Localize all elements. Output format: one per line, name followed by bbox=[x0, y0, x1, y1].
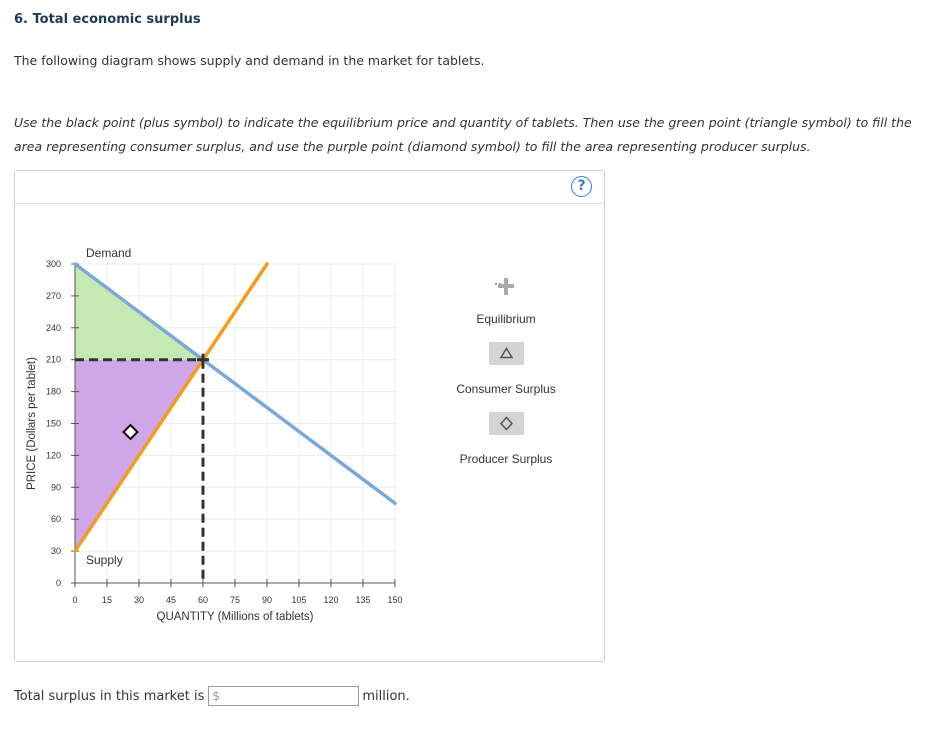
consumer-surplus-tool-label: Consumer Surplus bbox=[456, 382, 556, 396]
producer-surplus-tool-label: Producer Surplus bbox=[459, 452, 553, 466]
x-tick-label: 0 bbox=[72, 595, 78, 605]
currency-symbol: $ bbox=[212, 689, 220, 703]
x-tick-label: 15 bbox=[101, 595, 113, 605]
question-instructions: Use the black point (plus symbol) to indicate the equilibrium price and quantity of tablets. Then use the green point (triangle symbol) to fill the area representing consumer surplus, and use the purple point (diamond symbol) to fill the area representing producer surplus. bbox=[14, 115, 912, 154]
y-tick-label: 120 bbox=[45, 450, 61, 461]
consumer-surplus-tool-button[interactable] bbox=[489, 342, 524, 365]
x-tick-label: 135 bbox=[355, 595, 371, 605]
supply-label: Supply bbox=[86, 553, 123, 568]
x-tick-label: 75 bbox=[229, 595, 241, 605]
x-tick-label: 60 bbox=[197, 595, 209, 605]
total-surplus-field[interactable] bbox=[208, 686, 359, 706]
y-tick-label: 210 bbox=[45, 354, 61, 365]
x-tick-label: 150 bbox=[387, 595, 403, 605]
answer-row bbox=[14, 686, 410, 706]
question-title: 6. Total economic surplus bbox=[14, 12, 201, 27]
diamond-icon bbox=[489, 412, 524, 435]
demand-label: Demand bbox=[86, 246, 132, 260]
answer-prefix: Total surplus in this market is bbox=[14, 688, 205, 704]
answer-suffix: million. bbox=[362, 688, 410, 704]
question-intro: The following diagram shows supply and demand in the market for tablets. bbox=[14, 53, 485, 68]
y-tick-label: 0 bbox=[55, 578, 61, 588]
help-icon[interactable]: ? bbox=[571, 176, 592, 197]
x-axis-title: QUANTITY (Millions of tablets) bbox=[156, 611, 314, 623]
y-tick-label: 300 bbox=[45, 259, 61, 269]
total-surplus-input[interactable] bbox=[221, 687, 355, 705]
y-tick-label: 180 bbox=[45, 386, 61, 397]
x-tick-label: 45 bbox=[165, 595, 177, 605]
graph-panel bbox=[14, 170, 605, 662]
x-tick-label: 120 bbox=[323, 595, 339, 605]
y-tick-label: 30 bbox=[50, 546, 61, 557]
producer-surplus-tool-button[interactable] bbox=[489, 412, 524, 435]
x-tick-label: 90 bbox=[261, 595, 273, 605]
y-tick-label: 60 bbox=[50, 514, 61, 525]
equilibrium-tool-label: Equilibrium bbox=[476, 312, 536, 326]
y-tick-label: 240 bbox=[45, 322, 61, 333]
y-tick-label: 90 bbox=[50, 482, 61, 493]
y-axis-title: PRICE (Dollars per tablet) bbox=[26, 357, 38, 490]
x-tick-label: 105 bbox=[291, 595, 307, 605]
triangle-icon bbox=[489, 342, 524, 365]
x-tick-label: 30 bbox=[133, 595, 145, 605]
y-tick-label: 150 bbox=[45, 418, 61, 429]
y-tick-label: 270 bbox=[45, 290, 61, 301]
